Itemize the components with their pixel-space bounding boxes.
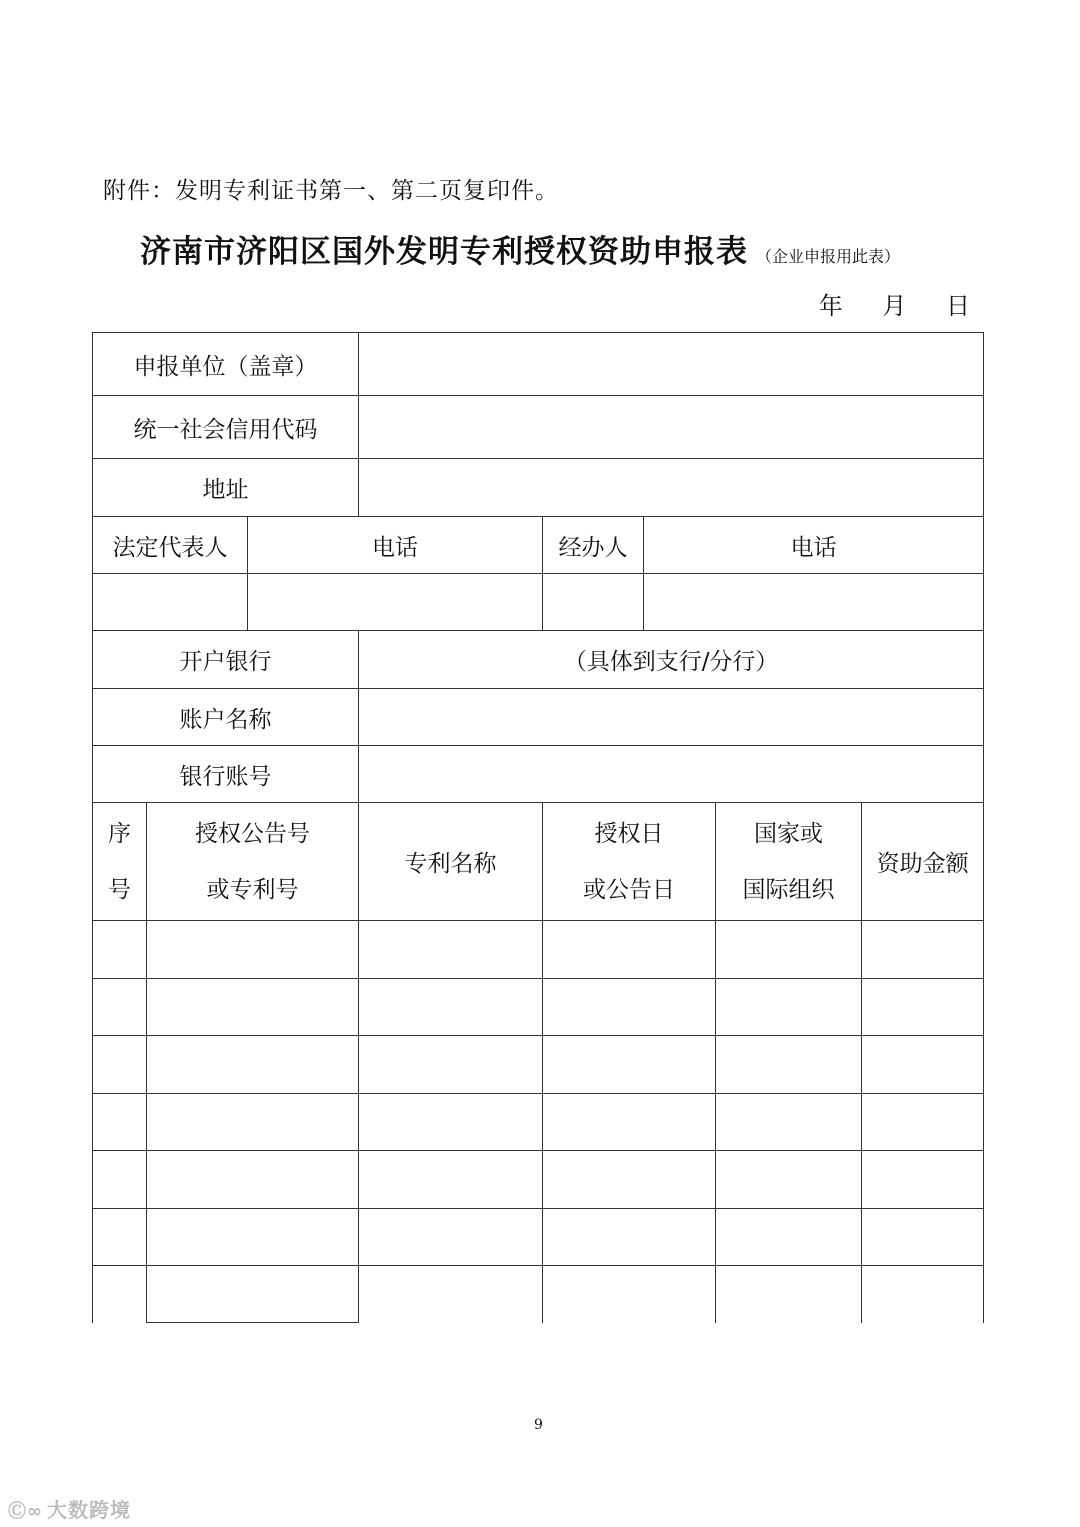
date-day: 日 [946, 292, 970, 320]
col-date-1: 授权日 [594, 820, 664, 847]
cell-country[interactable] [716, 1151, 862, 1209]
cell-seq[interactable] [93, 1209, 147, 1266]
table-row [93, 1151, 984, 1209]
cell-seq[interactable] [93, 1036, 147, 1094]
account-name-field[interactable] [359, 689, 984, 746]
col-amount-header: 资助金额 [862, 803, 984, 921]
cell-pubno[interactable] [147, 921, 359, 979]
cell-date[interactable] [543, 1209, 716, 1266]
cell-pubno[interactable] [147, 1036, 359, 1094]
watermark-logo-icon: Ⓒ∞ [8, 1501, 43, 1522]
table-row [93, 1209, 984, 1266]
cell-amount[interactable] [862, 921, 984, 979]
table-row [93, 1036, 984, 1094]
cell-pubno[interactable] [147, 1094, 359, 1151]
cell-country[interactable] [716, 979, 862, 1036]
col-seq-2: 号 [108, 876, 131, 903]
applicant-field[interactable] [359, 333, 984, 396]
cell-country[interactable] [716, 921, 862, 979]
col-pubno-header [147, 803, 359, 921]
cell-date[interactable] [543, 1266, 716, 1323]
table-row [93, 979, 984, 1036]
cell-pubno[interactable] [147, 1151, 359, 1209]
cell-country[interactable] [716, 1036, 862, 1094]
legal-rep-phone-field[interactable] [248, 574, 543, 631]
date-year: 年 [818, 292, 843, 320]
legal-rep-field[interactable] [93, 574, 248, 631]
cell-country[interactable] [716, 1094, 862, 1151]
cell-amount[interactable] [862, 1036, 984, 1094]
col-country-1: 国家或 [754, 820, 824, 847]
table-row [93, 1094, 984, 1151]
address-label: 地址 [93, 459, 359, 517]
date-month: 月 [882, 292, 907, 320]
legal-rep-phone-label: 电话 [248, 517, 543, 574]
col-pubno-2: 或专利号 [206, 876, 299, 903]
cell-date[interactable] [543, 1036, 716, 1094]
cell-seq[interactable] [93, 1266, 147, 1323]
col-date-2: 或公告日 [583, 876, 676, 903]
watermark [8, 1494, 131, 1523]
title-note: （企业申报用此表） [756, 247, 901, 266]
col-seq-1: 序 [108, 820, 131, 847]
cell-country[interactable] [716, 1266, 862, 1323]
table-row [93, 1266, 984, 1323]
cell-amount[interactable] [862, 1094, 984, 1151]
cell-pubno[interactable] [147, 1209, 359, 1266]
credit-code-label: 统一社会信用代码 [93, 396, 359, 459]
cell-seq[interactable] [93, 1094, 147, 1151]
table-row [93, 921, 984, 979]
cell-amount[interactable] [862, 1209, 984, 1266]
page-number: 9 [534, 1417, 543, 1433]
cell-name[interactable] [359, 1151, 543, 1209]
col-seq-header [93, 803, 147, 921]
col-name-header: 专利名称 [359, 803, 543, 921]
cell-pubno[interactable] [147, 1266, 359, 1323]
col-date-header [543, 803, 716, 921]
cell-name[interactable] [359, 1209, 543, 1266]
cell-name[interactable] [359, 1266, 543, 1323]
cell-date[interactable] [543, 1151, 716, 1209]
handler-field[interactable] [543, 574, 644, 631]
cell-country[interactable] [716, 1209, 862, 1266]
handler-label: 经办人 [543, 517, 644, 574]
handler-phone-field[interactable] [644, 574, 984, 631]
cell-name[interactable] [359, 921, 543, 979]
cell-amount[interactable] [862, 1151, 984, 1209]
col-pubno-1: 授权公告号 [195, 820, 311, 847]
cell-amount[interactable] [862, 1266, 984, 1323]
attachment-note: 附件：发明专利证书第一、第二页复印件。 [103, 178, 559, 204]
cell-date[interactable] [543, 921, 716, 979]
legal-rep-label: 法定代表人 [93, 517, 248, 574]
account-no-label: 银行账号 [93, 746, 359, 803]
page-title [140, 226, 900, 271]
cell-date[interactable] [543, 979, 716, 1036]
cell-name[interactable] [359, 1094, 543, 1151]
title-main: 济南市济阳区国外发明专利授权资助申报表 [140, 234, 748, 270]
cell-seq[interactable] [93, 921, 147, 979]
cell-name[interactable] [359, 1036, 543, 1094]
account-name-label: 账户名称 [93, 689, 359, 746]
cell-seq[interactable] [93, 1151, 147, 1209]
account-no-field[interactable] [359, 746, 984, 803]
credit-code-field[interactable] [359, 396, 984, 459]
cell-amount[interactable] [862, 979, 984, 1036]
cell-name[interactable] [359, 979, 543, 1036]
date-line [801, 286, 970, 321]
cell-seq[interactable] [93, 979, 147, 1036]
application-form-table [92, 332, 984, 1323]
applicant-label: 申报单位（盖章） [93, 333, 359, 396]
address-field[interactable] [359, 459, 984, 517]
handler-phone-label: 电话 [644, 517, 984, 574]
cell-pubno[interactable] [147, 979, 359, 1036]
col-country-header [716, 803, 862, 921]
bank-field[interactable]: （具体到支行/分行） [359, 631, 984, 689]
col-country-2: 国际组织 [742, 876, 835, 903]
cell-date[interactable] [543, 1094, 716, 1151]
bank-label: 开户银行 [93, 631, 359, 689]
watermark-text: 大数跨境 [47, 1498, 131, 1522]
